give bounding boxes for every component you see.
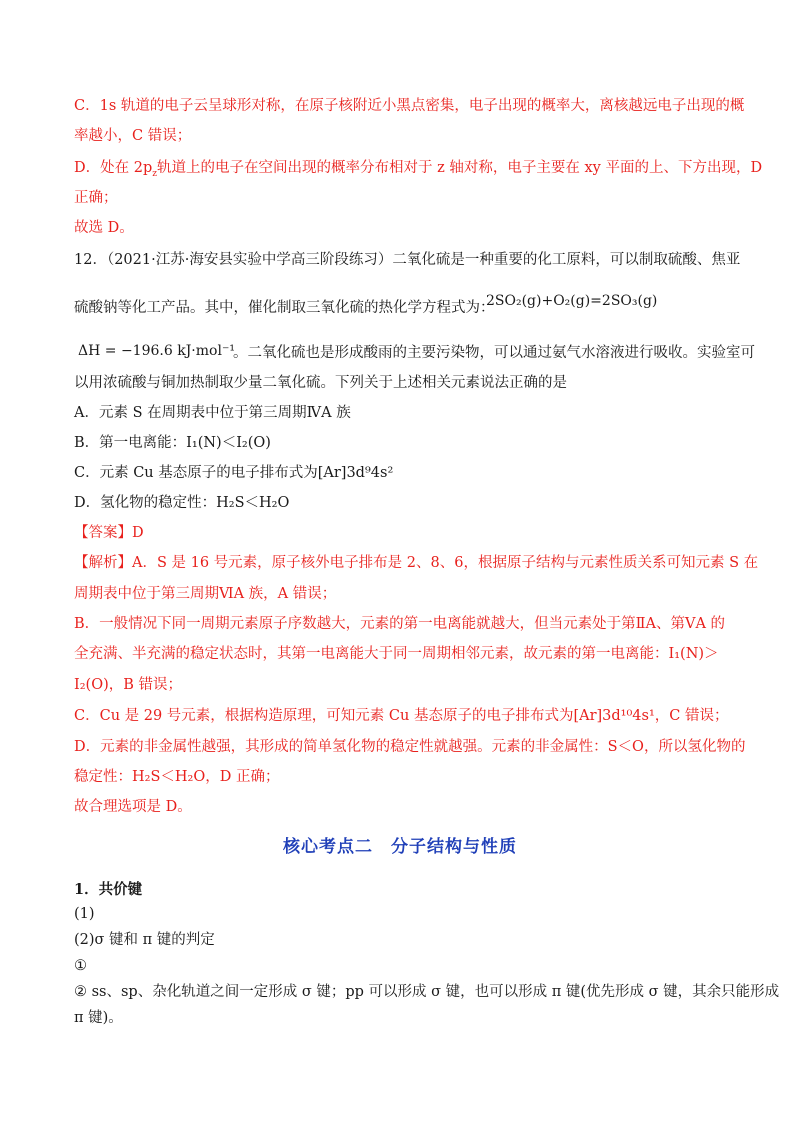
question-line: 硫酸钠等化工产品。其中，催化制取三氧化硫的热化学方程式为： xyxy=(74,300,495,316)
text-line: (1) xyxy=(74,906,95,922)
explanation-line: 故合理选项是 D。 xyxy=(74,799,192,815)
option-c: C．元素 Cu 基态原子的电子排布式为[Ar]3d⁹4s² xyxy=(74,465,394,481)
text-span: D．处在 2p xyxy=(74,160,153,176)
text-line xyxy=(74,158,763,184)
explanation-line: B．一般情况下同一周期元素原子序数越大，元素的第一电离能就越大，但当元素处于第ⅡA、第ⅤA 的 xyxy=(74,616,726,632)
explanation-line: 周期表中位于第三周期ⅥA 族，A 错误； xyxy=(74,586,337,602)
text-line: 率越小，C 错误； xyxy=(74,128,192,144)
chemical-equation: 2SO₂(g)+O₂(g)=2SO₃(g) xyxy=(486,293,658,309)
option-d: D．氢化物的稳定性：H₂S＜H₂O xyxy=(74,495,290,511)
question-line: 12．（2021·江苏·海安县实验中学高三阶段练习）二氧化硫是一种重要的化工原料，可以制取硫酸、焦亚 xyxy=(74,252,741,268)
text-line: ② ss、sp、杂化轨道之间一定形成 σ 键；pp 可以形成 σ 键，也可以形成 π 键(优先形成 σ 键，其余只能形成 xyxy=(74,984,780,1000)
enthalpy-value: ΔH = −196.6 kJ·mol⁻¹ xyxy=(78,343,235,359)
text-line: C．1s 轨道的电子云呈球形对称，在原子核附近小黑点密集，电子出现的概率大，离核越远电子出现的概 xyxy=(74,98,745,114)
text-line: π 键)。 xyxy=(74,1010,123,1026)
text-line: 正确； xyxy=(74,190,118,206)
subscript: z xyxy=(152,168,157,179)
explanation-line: I₂(O)，B 错误； xyxy=(74,677,183,693)
option-b: B．第一电离能：I₁(N)＜I₂(O) xyxy=(74,435,271,451)
text-line: (2)σ 键和 π 键的判定 xyxy=(74,932,215,948)
subsection-title: 1．共价键 xyxy=(74,881,143,898)
text-line: ① xyxy=(74,958,87,974)
explanation-line: C．Cu 是 29 号元素，根据构造原理，可知元素 Cu 基态原子的电子排布式为[Ar]3d¹⁰4s¹，C 错误； xyxy=(74,708,729,724)
explanation-line: 稳定性：H₂S＜H₂O，D 正确； xyxy=(74,769,280,785)
question-line: 。二氧化硫也是形成酸雨的主要污染物，可以通过氨气水溶液进行吸收。实验室可 xyxy=(233,345,755,361)
explanation-line: 全充满、半充满的稳定状态时，其第一电离能大于同一周期相邻元素，故元素的第一电离能：I₁(N)＞ xyxy=(74,646,719,662)
option-a: A．元素 S 在周期表中位于第三周期ⅣA 族 xyxy=(74,405,351,421)
text-line: 故选 D。 xyxy=(74,220,134,236)
question-line: 以用浓硫酸与铜加热制取少量二氧化硫。下列关于上述相关元素说法正确的是 xyxy=(74,375,567,391)
explanation-line: 【解析】A．S 是 16 号元素，原子核外电子排布是 2、8、6，根据原子结构与元素性质关系可知元素 S 在 xyxy=(74,555,759,571)
text-span: 轨道上的电子在空间出现的概率分布相对于 z 轴对称，电子主要在 xy 平面的上、下方出现，D xyxy=(157,160,763,176)
section-heading: 核心考点二 分子结构与性质 xyxy=(283,837,517,857)
answer: 【答案】D xyxy=(74,525,144,541)
explanation-line: D．元素的非金属性越强，其形成的简单氢化物的稳定性就越强。元素的非金属性：S＜O，所以氢化物的 xyxy=(74,739,746,755)
